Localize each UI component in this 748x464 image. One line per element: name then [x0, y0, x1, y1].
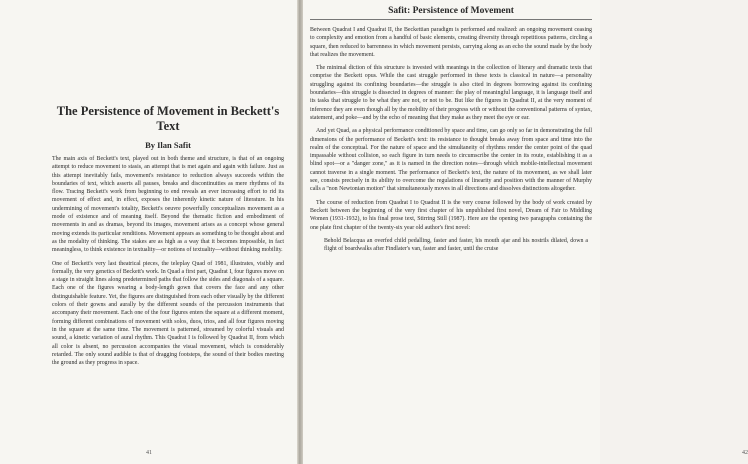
body-paragraph: And yet Quad, as a physical performance conditioned by space and time, can go only so far in demonstrating the full dimensions of the performance of Beckett's text: its resistance to thought breaks away from space and time into the realm of the conceptual. For the nature of space and the simultaneity of rhythms render the center point of the quad impassable without collision, so each figure in turn needs to circumscribe the center in its route, establishing it as a blind spot—or a "danger zone," as it is named in the direction notes—through which mobile-intellectual movement cannot traverse in a single moment. The performance of Beckett's text, the nature of its movement, as we shall later see, consists precisely in its ability to overcome the regulations of linearity and position with the manner of Murphy calls a "non Newtonian motion" that simultaneously moves in all directions and dissolves distinctions altogether. [310, 128, 592, 193]
page-number: 41 [146, 450, 152, 456]
body-paragraph: One of Beckett's very last theatrical pieces, the teleplay Quad of 1981, illustrates, visibly and formally, the very genetics of Beckett's work. In Quad a first part, Quadrat I, four figures move on a stage in straight lines along predetermined paths that follow the sides and diagonals of a square. Each one of the figures wearing a body-length gown that covers the face and any other distinguishable feature. Yet, the figures are distinguished from each other visually by the different colors of their gowns and aurally by the different sounds of the percussion instruments that accompany their movement. Each one of the four figures enters the square at a different moment, forming different combinations of movement with solos, duos, trios, and all four figures moving in the square at the same time. The movement is patterned, streamed by colorful visuals and sound, a kinetic variation of aural rhythm. This Quadrat I is followed by Quadrat II, from which all color is absent, no percussion accompanies the visual movement, which is considerably retarded. The only sound audible is that of dragging footsteps, the sound of their bodies meeting the ground as they progress in space. [52, 260, 284, 367]
author-byline: By Ilan Safit [145, 140, 191, 150]
body-paragraph: The minimal diction of this structure is invested with meanings in the collection of literary and dramatic texts that comprise the Beckett opus. While the cast struggle performed in these texts is classical in nature—a personality struggling against its confining boundaries—the struggle is also cited in degrees borrowing against its confining boundaries—this struggle is dissected in degrees of manner: the play of meaningful language, it is language itself and its tasks that struggle to be what they are not, or not to be. But like the figures in Quadrat II, at the very moment of inference they are even though all by the mobility of their progress with or without the conventional patterns of syntax, statement, and poke—and by the echo of meaning that they make as they meet the eye or ear. [310, 65, 592, 121]
body-paragraph: The main axis of Beckett's text, played out in both theme and structure, is that of an ongoing attempt to reduce movement to stasis, an attempt that is met again and again with failure. Just as this attempt inevitably fails, movement's resistance to reduction always succeeds within the boundaries of text, which asserts all pauses, breaks and discontinuities as mere rhythms of its flow. Tracing Beckett's work from beginning to end reveals an ever increasing effort to rid its movement of effect and, in effect, exposes the inherently kinetic nature of literature. In his undermining of movement's totality, Beckett's oeuvre powerfully conceptualizes movement as a mode of existence and of meaning itself. Beyond the thematic fiction and embodiment of movements in and as dramas, beyond its images, movement arises as a concept whose general moving extends its particular renditions. Movement appears as something to be thought about and as the modality of thinking. The stakes are as high as a way that it becomes impossible, in fact meaningless, to think existence in textuality—or notions of textuality—without thinking mobility. [52, 156, 284, 254]
block-quote: Behold Belacqua an overfed child pedalling, faster and faster, his mouth ajar and his nostrils dilated, down a flight of boardwalks after Findlater's van, faster and faster, until the cruise [324, 237, 588, 253]
page-number: 42 [742, 450, 748, 456]
article-title: The Persistence of Movement in Beckett's Text [56, 104, 280, 133]
right-page [302, 0, 748, 464]
body-paragraph: The course of reduction from Quadrat I to Quadrat II is the very course followed by the body of work created by Beckett between the beginning of the very first chapter of his unpublished first novel, Dream of Fair to Middling Women (1931-1932), to his final prose text, Stirring Still (1987). Here are the opening two paragraphs containing the one plate first chapter of the twenty-six year old author's first novel: [310, 199, 592, 231]
running-head: Safit: Persistence of Movement [310, 6, 592, 20]
body-paragraph: Between Quadrat I and Quadrat II, the Beckettian paradigm is performed and realized: an ongoing movement ceasing to complexity and emotion from a handful of basic elements, creating diversity through repetitious patterns, circling a square, then reduced to barrenness in which movement persists, carrying along as an echo the sound made by the body that realizes the movement. [310, 27, 592, 58]
left-page [0, 0, 298, 464]
